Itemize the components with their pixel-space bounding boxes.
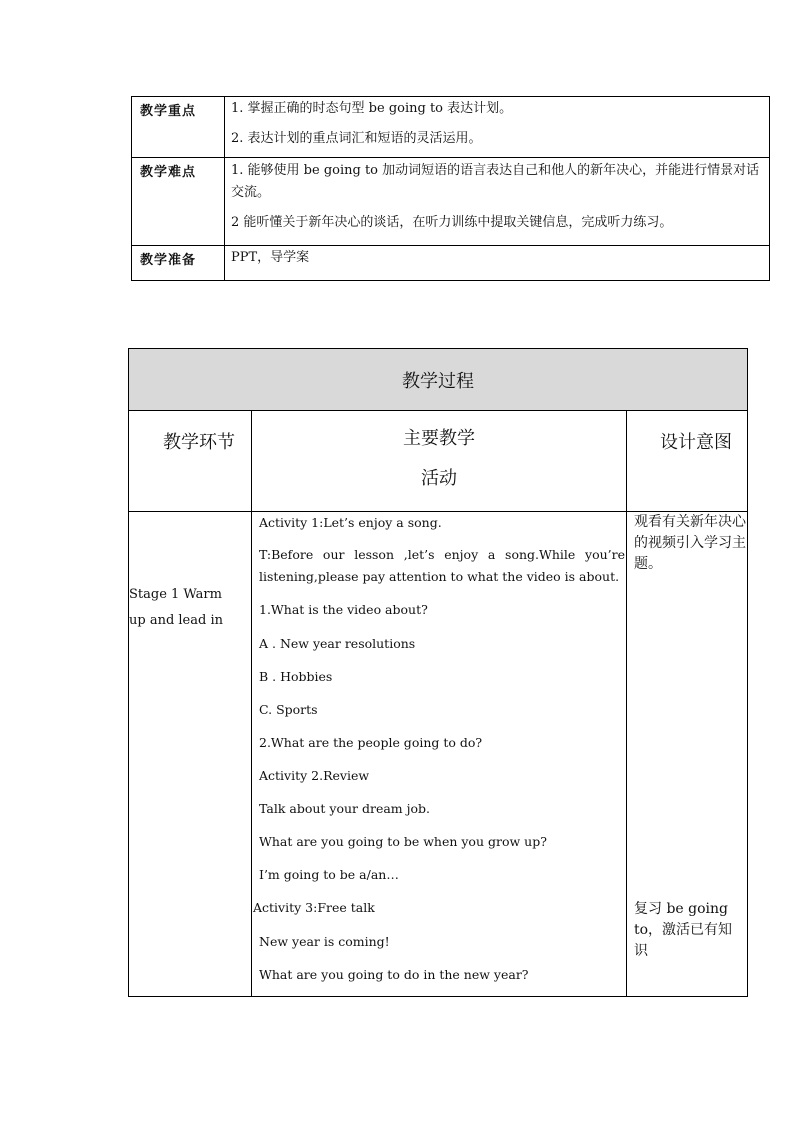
activity-line: 2.What are the people going to do? [259,735,483,750]
row-content [231,160,765,234]
activity-line: Activity 3:Free talk [253,900,375,915]
process-title: 教学过程 [402,371,474,392]
stage-label-line: Stage 1 Warm [129,587,222,602]
activity-line: What are you going to do in the new year? [259,967,529,982]
table-row [132,97,769,157]
table-row [132,245,769,281]
activity-line: T:Before our lesson ,let’s enjoy a song.While you’re [259,547,625,562]
design-intent: 复习 be going to，激活已有知识 [634,901,733,959]
intent-header: 设计意图 [660,432,732,453]
activity-line: New year is coming! [259,934,390,949]
column-divider [251,411,252,996]
activity-line: 1.What is the video about? [259,602,428,617]
row-heading: 教学准备 [140,253,197,268]
objectives-table [131,96,770,281]
stage-label [129,582,249,634]
paragraph: 2 能听懂关于新年决心的谈话，在听力训练中提取关键信息，完成听力练习。 [231,215,673,230]
activity-line: Activity 1:Let’s enjoy a song. [259,515,442,530]
activities-header-line: 主要教学 [403,428,475,449]
row-heading: 教学重点 [140,104,197,119]
activity-line: C. Sports [259,702,318,717]
paragraph: PPT，导学案 [231,250,310,265]
column-divider [626,411,627,996]
activity-line: Activity 2.Review [259,768,370,783]
row-content [231,98,765,150]
paragraph: 1. 能够使用 be going to 加动词短语的语言表达自己和他人的新年决心，并能进行情景对话交流。 [231,163,760,200]
stage-header: 教学环节 [163,432,235,453]
title-row [129,349,747,411]
activities-header-line: 活动 [421,468,457,489]
stage-label-line: up and lead in [129,613,223,628]
activity-line: B . Hobbies [259,669,333,684]
activity-line: I’m going to be a/an… [259,867,399,882]
paragraph: 1. 掌握正确的时态句型 be going to 表达计划。 [231,101,513,116]
activity-line: Talk about your dream job. [259,801,431,816]
design-intent: 观看有关新年决心的视频引入学习主题。 [634,514,746,572]
row-heading: 教学难点 [140,165,197,180]
row-content [231,247,765,269]
activities-header [253,419,625,499]
activity-line: What are you going to be when you grow up? [259,834,547,849]
paragraph: 2. 表达计划的重点词汇和短语的灵活运用。 [231,131,482,146]
activity-line: listening,please pay attention to what the video is about. [259,569,620,584]
activity-line: A . New year resolutions [259,636,416,651]
table-row [132,157,769,246]
process-table [128,348,748,997]
